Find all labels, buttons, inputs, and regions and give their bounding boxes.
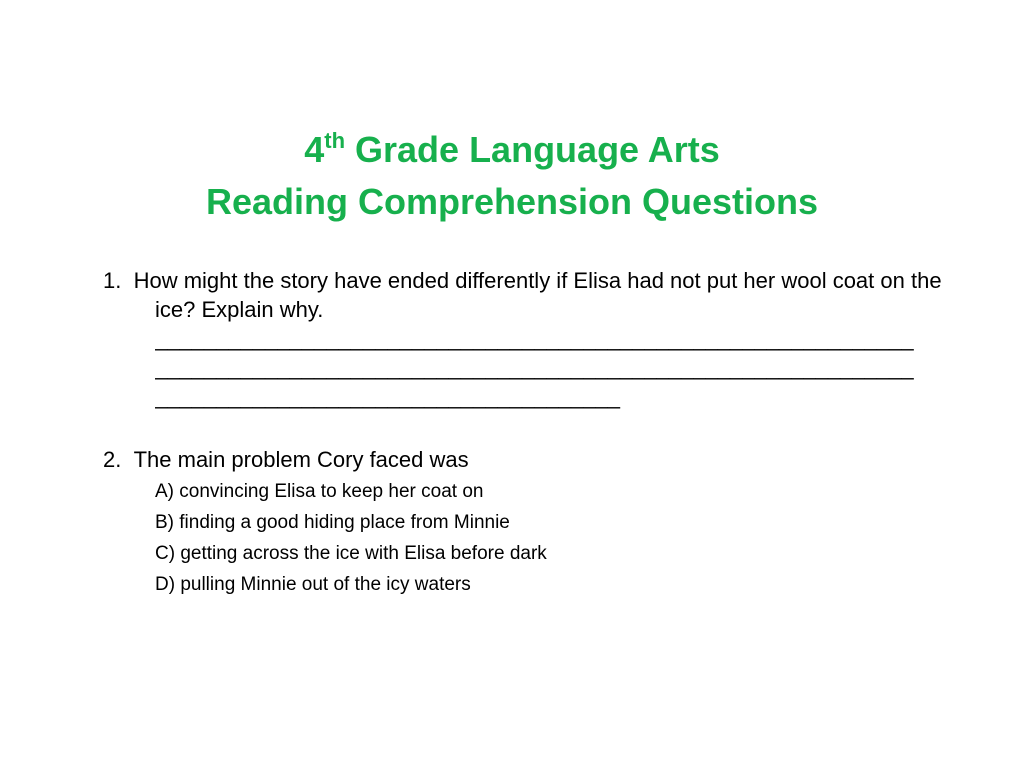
question-1-prompt: How might the story have ended differently if Elisa had not put her wool coat on the ice? Explain why. [133,268,942,322]
answer-line-2[interactable]: ______________________________________________________________ [155,355,914,380]
option-d[interactable]: D) pulling Minnie out of the icy waters [155,574,471,595]
question-2-prompt: The main problem Cory faced was [133,447,469,472]
questions-area [103,266,943,600]
question-2-number: 2. [103,447,122,472]
title-line-1 [0,124,1024,176]
title-line-2: Reading Comprehension Questions [205,181,819,222]
title-grade-number: 4 [304,129,325,170]
question-1-number: 1. [103,268,122,293]
question-2-text [103,445,943,474]
title-subject: Grade Language Arts [345,129,720,170]
option-c[interactable]: C) getting across the ice with Elisa before dark [155,543,547,564]
option-a[interactable]: A) convincing Elisa to keep her coat on [155,481,484,502]
question-1 [103,266,943,411]
question-1-text [103,266,943,324]
question-2 [103,445,943,600]
title-grade-superscript: th [324,128,346,153]
answer-line-3[interactable]: ______________________________________ [155,384,620,409]
option-b[interactable]: B) finding a good hiding place from Minnie [155,512,510,533]
slide-title [0,124,1024,228]
question-2-options [155,476,943,600]
answer-line-1[interactable]: ______________________________________________________________ [155,326,914,351]
